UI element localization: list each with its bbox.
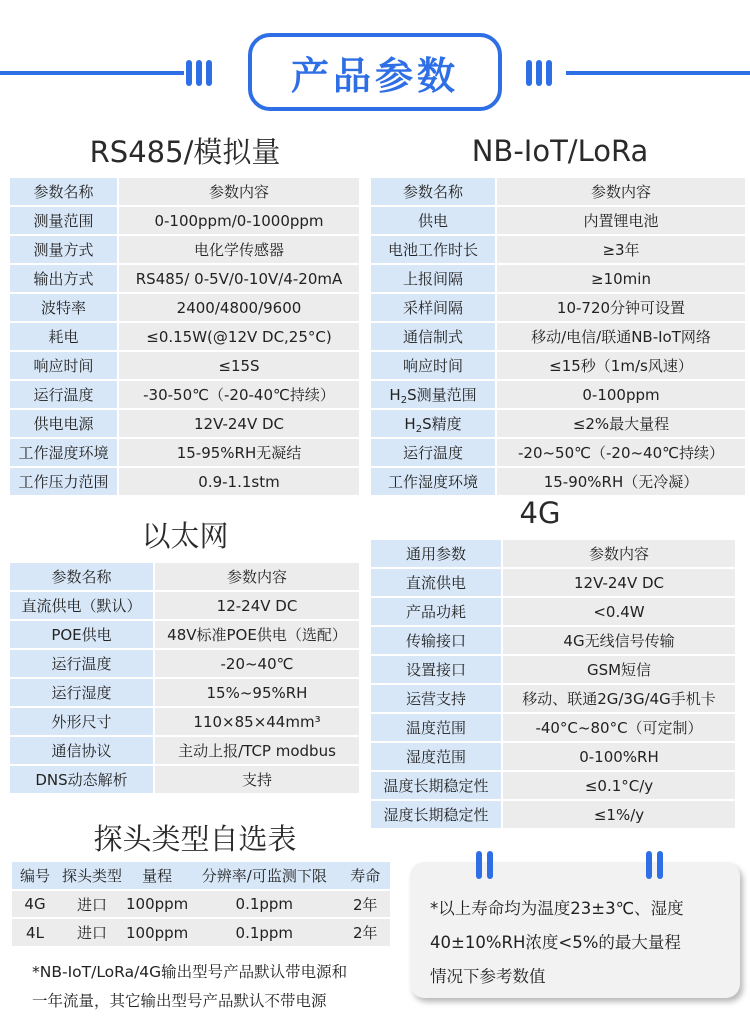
rs485-row	[10, 294, 359, 321]
param-value-cell: 110×85×44mm³	[155, 708, 359, 735]
note-clip-right	[646, 851, 663, 879]
probe-header-cell: 编号	[12, 862, 58, 890]
param-value-cell: -30-50℃（-20-40℃持续）	[119, 381, 359, 408]
param-name-cell: 测量方式	[10, 236, 117, 263]
param-name-cell: 运行温度	[371, 439, 495, 466]
param-value-cell: 支持	[155, 766, 359, 793]
nbiot-row	[371, 381, 745, 408]
param-name-cell: 响应时间	[371, 352, 495, 379]
param-value-cell: 参数内容	[503, 540, 735, 567]
param-value-cell: ≥10min	[497, 265, 745, 292]
param-value-cell: 15-95%RH无凝结	[119, 439, 359, 466]
param-value-cell: GSM短信	[503, 656, 735, 683]
g4-row	[371, 772, 735, 799]
param-name-cell: 运行温度	[10, 650, 153, 677]
param-value-cell: 参数内容	[119, 178, 359, 205]
param-value-cell: 内置锂电池	[497, 207, 745, 234]
param-name-cell: 温度范围	[371, 714, 501, 741]
g4-row	[371, 598, 735, 625]
param-name-cell: 供电电源	[10, 410, 117, 437]
note-line: *以上寿命均为温度23±3℃、湿度	[430, 899, 684, 918]
param-name-cell: 通信制式	[371, 323, 495, 350]
probe-header-cell: 探头类型	[58, 862, 126, 890]
nbiot-row	[371, 294, 745, 321]
param-name-cell: 工作湿度环境	[10, 439, 117, 466]
g4-row	[371, 685, 735, 712]
rs485-row	[10, 207, 359, 234]
page-title-box	[248, 33, 502, 111]
probe-cell: 2年	[340, 918, 390, 946]
rs485-row	[10, 236, 359, 263]
probe-title: 探头类型自选表	[93, 822, 297, 856]
param-value-cell: ≤15S	[119, 352, 359, 379]
param-name-cell: 运行温度	[10, 381, 117, 408]
footnote-line: *NB-IoT/LoRa/4G输出型号产品默认带电源和	[32, 963, 348, 981]
param-value-cell: <0.4W	[503, 598, 735, 625]
ethernet-row	[10, 766, 359, 793]
probe-header-row	[12, 862, 390, 890]
param-name-cell: 响应时间	[10, 352, 117, 379]
rs485-row	[10, 265, 359, 292]
param-name-cell: POE供电	[10, 621, 153, 648]
param-value-cell: ≤0.15W(@12V DC,25°C)	[119, 323, 359, 350]
param-value-cell: 12V-24V DC	[119, 410, 359, 437]
param-name-cell: 通信协议	[10, 737, 153, 764]
param-value-cell: 移动/电信/联通NB-IoT网络	[497, 323, 745, 350]
g4-header-row	[371, 540, 735, 567]
note-line: 情况下参考数值	[430, 967, 546, 986]
nbiot-header-row	[371, 178, 745, 205]
param-value-cell: 电化学传感器	[119, 236, 359, 263]
probe-header-cell: 分辨率/可监测下限	[188, 862, 340, 890]
param-value-cell: ≥3年	[497, 236, 745, 263]
param-value-cell: 0-100%RH	[503, 743, 735, 770]
param-name-cell: 产品功耗	[371, 598, 501, 625]
rs485-row	[10, 439, 359, 466]
nbiot-title: NB-IoT/LoRa	[471, 134, 649, 168]
ethernet-header-row	[10, 563, 359, 590]
probe-cell: 0.1ppm	[188, 918, 340, 946]
g4-table	[369, 538, 737, 830]
param-value-cell: 0-100ppm	[497, 381, 745, 408]
param-name-cell: 工作湿度环境	[371, 468, 495, 495]
param-value-cell: 参数内容	[155, 563, 359, 590]
param-name-cell: 湿度长期稳定性	[371, 801, 501, 828]
probe-row	[12, 890, 390, 918]
param-name-cell: 上报间隔	[371, 265, 495, 292]
param-name-cell: 耗电	[10, 323, 117, 350]
g4-title: 4G	[519, 496, 561, 530]
probe-cell: 进口	[58, 890, 126, 918]
param-value-cell: ≤1%/y	[503, 801, 735, 828]
param-value-cell: -40°C~80°C（可定制）	[503, 714, 735, 741]
note-text	[430, 892, 730, 994]
rs485-title: RS485/模拟量	[89, 135, 281, 169]
param-name-cell: 直流供电（默认）	[10, 592, 153, 619]
param-name-cell: $H_2S$精度	[371, 410, 495, 437]
header-bars-left	[186, 60, 212, 86]
param-value-cell: 48V标准POE供电（选配）	[155, 621, 359, 648]
probe-row	[12, 918, 390, 946]
g4-row	[371, 714, 735, 741]
param-name-cell: 输出方式	[10, 265, 117, 292]
header-line-left	[0, 71, 184, 75]
param-value-cell: ≤15秒（1m/s风速）	[497, 352, 745, 379]
probe-cell: 100ppm	[126, 918, 188, 946]
param-name-cell: 直流供电	[371, 569, 501, 596]
ethernet-table	[8, 561, 361, 795]
probe-cell: 100ppm	[126, 890, 188, 918]
ethernet-row	[10, 621, 359, 648]
ethernet-row	[10, 737, 359, 764]
nbiot-row	[371, 265, 745, 292]
rs485-header-row	[10, 178, 359, 205]
nbiot-table	[369, 176, 747, 497]
probe-cell: 0.1ppm	[188, 890, 340, 918]
ethernet-row	[10, 650, 359, 677]
param-name-cell: 通用参数	[371, 540, 501, 567]
header-line-right	[566, 71, 750, 75]
probe-cell: 4L	[12, 918, 58, 946]
probe-header-cell: 量程	[126, 862, 188, 890]
probe-cell: 4G	[12, 890, 58, 918]
probe-cell: 进口	[58, 918, 126, 946]
rs485-row	[10, 410, 359, 437]
param-name-cell: 电池工作时长	[371, 236, 495, 263]
rs485-row	[10, 381, 359, 408]
g4-row	[371, 569, 735, 596]
param-name-cell: 设置接口	[371, 656, 501, 683]
ethernet-row	[10, 708, 359, 735]
param-value-cell: RS485/ 0-5V/0-10V/4-20mA	[119, 265, 359, 292]
g4-row	[371, 656, 735, 683]
nbiot-row	[371, 207, 745, 234]
g4-row	[371, 743, 735, 770]
param-value-cell: 15%~95%RH	[155, 679, 359, 706]
param-name-cell: 波特率	[10, 294, 117, 321]
param-value-cell: 15-90%RH（无冷凝）	[497, 468, 745, 495]
param-name-cell: 湿度范围	[371, 743, 501, 770]
param-name-cell: 参数名称	[10, 563, 153, 590]
param-value-cell: 移动、联通2G/3G/4G手机卡	[503, 685, 735, 712]
nbiot-row	[371, 236, 745, 263]
header-bars-right	[526, 60, 552, 86]
g4-row	[371, 627, 735, 654]
param-name-cell: 运营支持	[371, 685, 501, 712]
param-value-cell: -20~50℃（-20~40℃持续）	[497, 439, 745, 466]
g4-row	[371, 801, 735, 828]
nbiot-row	[371, 468, 745, 495]
nbiot-row	[371, 410, 745, 437]
note-line: 40±10%RH浓度<5%的最大量程	[430, 933, 681, 952]
nbiot-row	[371, 439, 745, 466]
param-name-cell: DNS动态解析	[10, 766, 153, 793]
param-value-cell: 参数内容	[497, 178, 745, 205]
param-value-cell: 12V-24V DC	[503, 569, 735, 596]
param-value-cell: 主动上报/TCP modbus	[155, 737, 359, 764]
footnote	[32, 958, 402, 1016]
note-clip-left	[476, 851, 493, 879]
page-title: 产品参数	[290, 53, 459, 98]
param-value-cell: -20~40℃	[155, 650, 359, 677]
param-value-cell: 0.9-1.1stm	[119, 468, 359, 495]
rs485-row	[10, 468, 359, 495]
param-value-cell: 4G无线信号传输	[503, 627, 735, 654]
param-value-cell: ≤0.1°C/y	[503, 772, 735, 799]
param-value-cell: ≤2%最大量程	[497, 410, 745, 437]
param-value-cell: 2400/4800/9600	[119, 294, 359, 321]
rs485-row	[10, 352, 359, 379]
param-name-cell: 传输接口	[371, 627, 501, 654]
param-name-cell: 外形尺寸	[10, 708, 153, 735]
ethernet-title: 以太网	[141, 519, 229, 553]
param-name-cell: 供电	[371, 207, 495, 234]
nbiot-row	[371, 323, 745, 350]
param-name-cell: $H_2S$测量范围	[371, 381, 495, 408]
probe-table	[12, 862, 390, 946]
probe-cell: 2年	[340, 890, 390, 918]
param-name-cell: 参数名称	[10, 178, 117, 205]
probe-header-cell: 寿命	[340, 862, 390, 890]
param-name-cell: 测量范围	[10, 207, 117, 234]
param-name-cell: 温度长期稳定性	[371, 772, 501, 799]
param-value-cell: 12-24V DC	[155, 592, 359, 619]
rs485-row	[10, 323, 359, 350]
param-name-cell: 运行湿度	[10, 679, 153, 706]
param-name-cell: 工作压力范围	[10, 468, 117, 495]
footnote-line: 一年流量，其它输出型号产品默认不带电源	[32, 992, 327, 1010]
param-name-cell: 采样间隔	[371, 294, 495, 321]
param-value-cell: 10-720分钟可设置	[497, 294, 745, 321]
ethernet-row	[10, 592, 359, 619]
param-name-cell: 参数名称	[371, 178, 495, 205]
ethernet-row	[10, 679, 359, 706]
nbiot-row	[371, 352, 745, 379]
param-value-cell: 0-100ppm/0-1000ppm	[119, 207, 359, 234]
rs485-table	[8, 176, 361, 497]
